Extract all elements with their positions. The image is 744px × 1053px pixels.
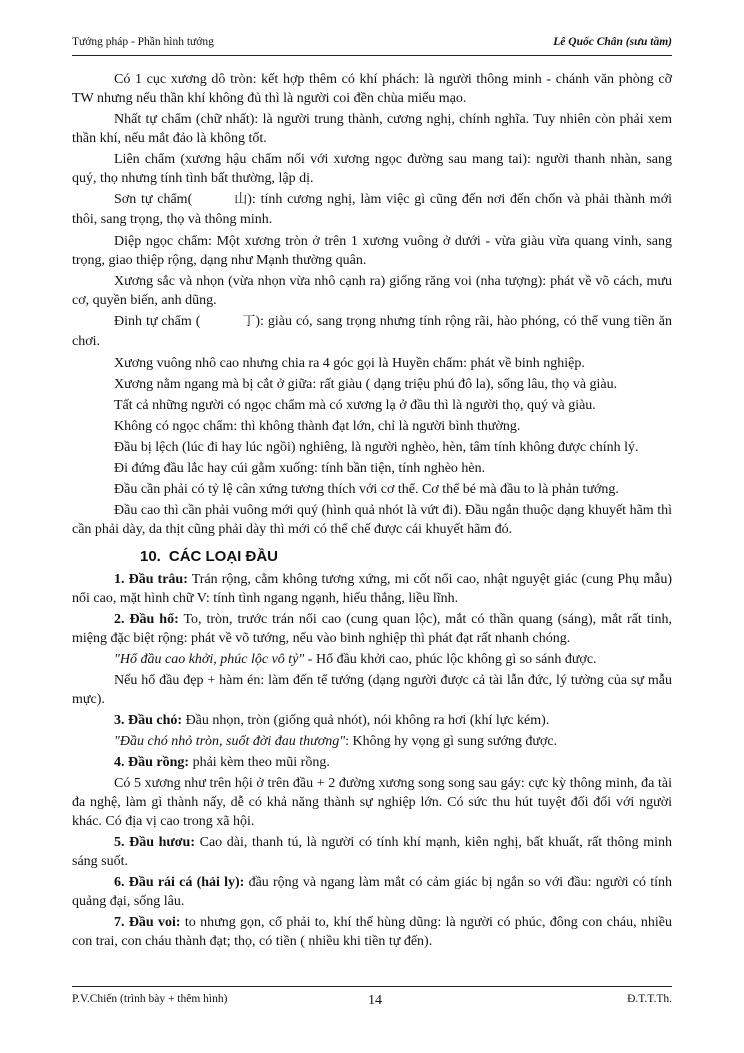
paragraph: Đi đứng đầu lắc hay cúi gằm xuống: tính bần tiện, tính nghèo hèn.: [114, 461, 486, 476]
page-footer: [72, 993, 672, 1011]
list-item: 5. Đầu hươu: Cao dài, thanh tú, là người có tính khí mạnh, kiên nghị, bất khuất, rất thông minh sáng suốt.: [72, 835, 672, 869]
list-item: 1. Đầu trâu: Trán rộng, cằm không tương xứng, mi cốt nổi cao, nhật nguyệt giác (cung Phụ mẫu) nổi cao, mặt hình chữ V: tính tình ngang ngạnh, hiếu thắng, liều lĩnh.: [72, 572, 672, 606]
footer-right: Đ.T.T.Th.: [627, 993, 672, 1005]
paragraph: Có 5 xương như trên hội ở trên đầu + 2 đường xương song song sau gáy: cực kỳ thông minh, đa tài đa nghệ, làm gì thành nấy, dễ có khả năng thành sự nghiệp lớn. Có sức thu hút tuyệt đối đối với người khác. Có địa vị cao trong xã hội.: [72, 776, 672, 829]
paragraph: Không có ngọc chẩm: thì không thành đạt lớn, chỉ là người bình thường.: [114, 419, 521, 434]
paragraph: Nhất tự chẩm (chữ nhất): là người trung thành, cương nghị, chính nghĩa. Tuy nhiên còn phải xem thần khí, nếu mắt đảo là không tốt.: [72, 112, 672, 146]
quote-line: "Đầu chó nhỏ tròn, suốt đời đau thương": Không hy vọng gì sung sướng được.: [114, 734, 558, 749]
list-item: 6. Đầu rái cá (hải ly): đầu rộng và ngang làm mắt có cảm giác bị ngắn so với đầu: người có tính quảng đại, sống lâu.: [72, 875, 673, 909]
paragraph: Đầu cao thì cần phải vuông mới quý (hình quả nhót là vứt đi). Đầu ngắn thuộc dạng khuyết hãm thì cần phải dày, da thịt cũng phải dày thì mới có thể chế được cái khuyết hãm đó.: [72, 503, 672, 537]
paragraph: Diệp ngọc chẩm: Một xương tròn ở trên 1 xương vuông ở dưới - vừa giàu vừa quang vinh, sang trọng, giao thiệp rộng, dạng như Mạnh thường quân.: [72, 234, 672, 268]
footer-rule: [72, 986, 672, 987]
section-heading: [72, 547, 672, 566]
list-item: 4. Đầu rồng: phải kèm theo mũi rồng.: [114, 755, 330, 770]
paragraph: Đầu cần phải có tỷ lệ cân xứng tương thích với cơ thể. Cơ thể bé mà đầu to là phản tướng.: [114, 482, 619, 497]
paragraph: Liên chẩm (xương hậu chẩm nối với xương ngọc đường sau mang tai): người thanh nhàn, sang quý, thọ nhưng tính tình bất thường, lập dị.: [72, 152, 672, 186]
list-item: 3. Đầu chó: Đầu nhọn, tròn (giống quả nhót), nói không ra hơi (khí lực kém).: [114, 713, 550, 728]
paragraph: Xương sắc và nhọn (vừa nhọn vừa nhô cạnh ra) giống răng voi (nha tượng): phát về võ cách, mưu cơ, quyền biến, anh dũng.: [72, 274, 672, 308]
dinh-character-glyph: 丁: [242, 314, 256, 329]
page-header: [72, 36, 672, 54]
paragraph: Đầu bị lệch (lúc đi hay lúc ngồi) nghiêng, là người nghèo, hèn, tâm tính không được chính lý.: [114, 440, 639, 455]
footer-left: P.V.Chiến (trình bày + thêm hình): [72, 993, 228, 1005]
son-character-glyph: 山: [234, 192, 248, 207]
section-number: 10.: [140, 548, 161, 565]
paragraph: Xương nằm ngang mà bị cắt ở giữa: rất giàu ( dạng triệu phú đô la), sống lâu, thọ và giàu.: [114, 377, 618, 392]
header-left: Tướng pháp - Phần hình tướng: [72, 36, 214, 48]
paragraph: Nếu hổ đầu đẹp + hàm én: làm đến tể tướng (dạng người được cả tài lẫn đức, lý tưởng của sự mẫu mực).: [72, 673, 672, 707]
page-body: [72, 70, 672, 953]
list-item: 2. Đầu hổ: To, tròn, trước trán nổi cao (cung quan lộc), mắt có thần quang (sáng), mắt rất tinh, miệng đặc biệt rộng: phát về võ tướng, nếu vào binh nghiệp thì phát đạt rất nhanh chóng.: [72, 612, 672, 646]
paragraph-son-tu: Sơn tự chẩm( 山): tính cương nghị, làm việc gì cũng đến nơi đến chốn và phải thành mới thôi, sang trọng, thọ và thông minh.: [72, 192, 672, 227]
header-rule: [72, 55, 672, 56]
paragraph: Xương vuông nhô cao nhưng chia ra 4 góc gọi là Huyền chẩm: phát về binh nghiệp.: [114, 356, 585, 371]
page-number: 14: [368, 993, 382, 1008]
list-item: 7. Đầu voi: to nhưng gọn, cổ phải to, khí thế hùng dũng: là người có phúc, đông con cháu, nhiều con trai, con cháu thành đạt; thọ, có tiền ( nhiều khi tiền tự đến).: [72, 915, 672, 949]
header-right: Lê Quốc Chân (sưu tầm): [553, 36, 672, 48]
paragraph: Tất cả những người có ngọc chẩm mà có xương lạ ở đầu thì là người thọ, quý và giàu.: [114, 398, 596, 413]
quote-line: "Hổ đầu cao khởi, phúc lộc vô tỷ" - Hổ đầu khởi cao, phúc lộc không gì so sánh được.: [114, 652, 597, 667]
paragraph: Có 1 cục xương dô tròn: kết hợp thêm có khí phách: là người thông minh - chánh văn phòng cỡ TW nhưng nếu thần khí không đủ thì là người coi đền chùa miếu mạo.: [72, 72, 672, 106]
section-title: CÁC LOẠI ĐẦU: [168, 548, 279, 565]
paragraph-dinh-tu: Đinh tự chẩm ( 丁): giàu có, sang trọng nhưng tính rộng rãi, hào phóng, có thể vung tiền ăn chơi.: [72, 314, 672, 349]
